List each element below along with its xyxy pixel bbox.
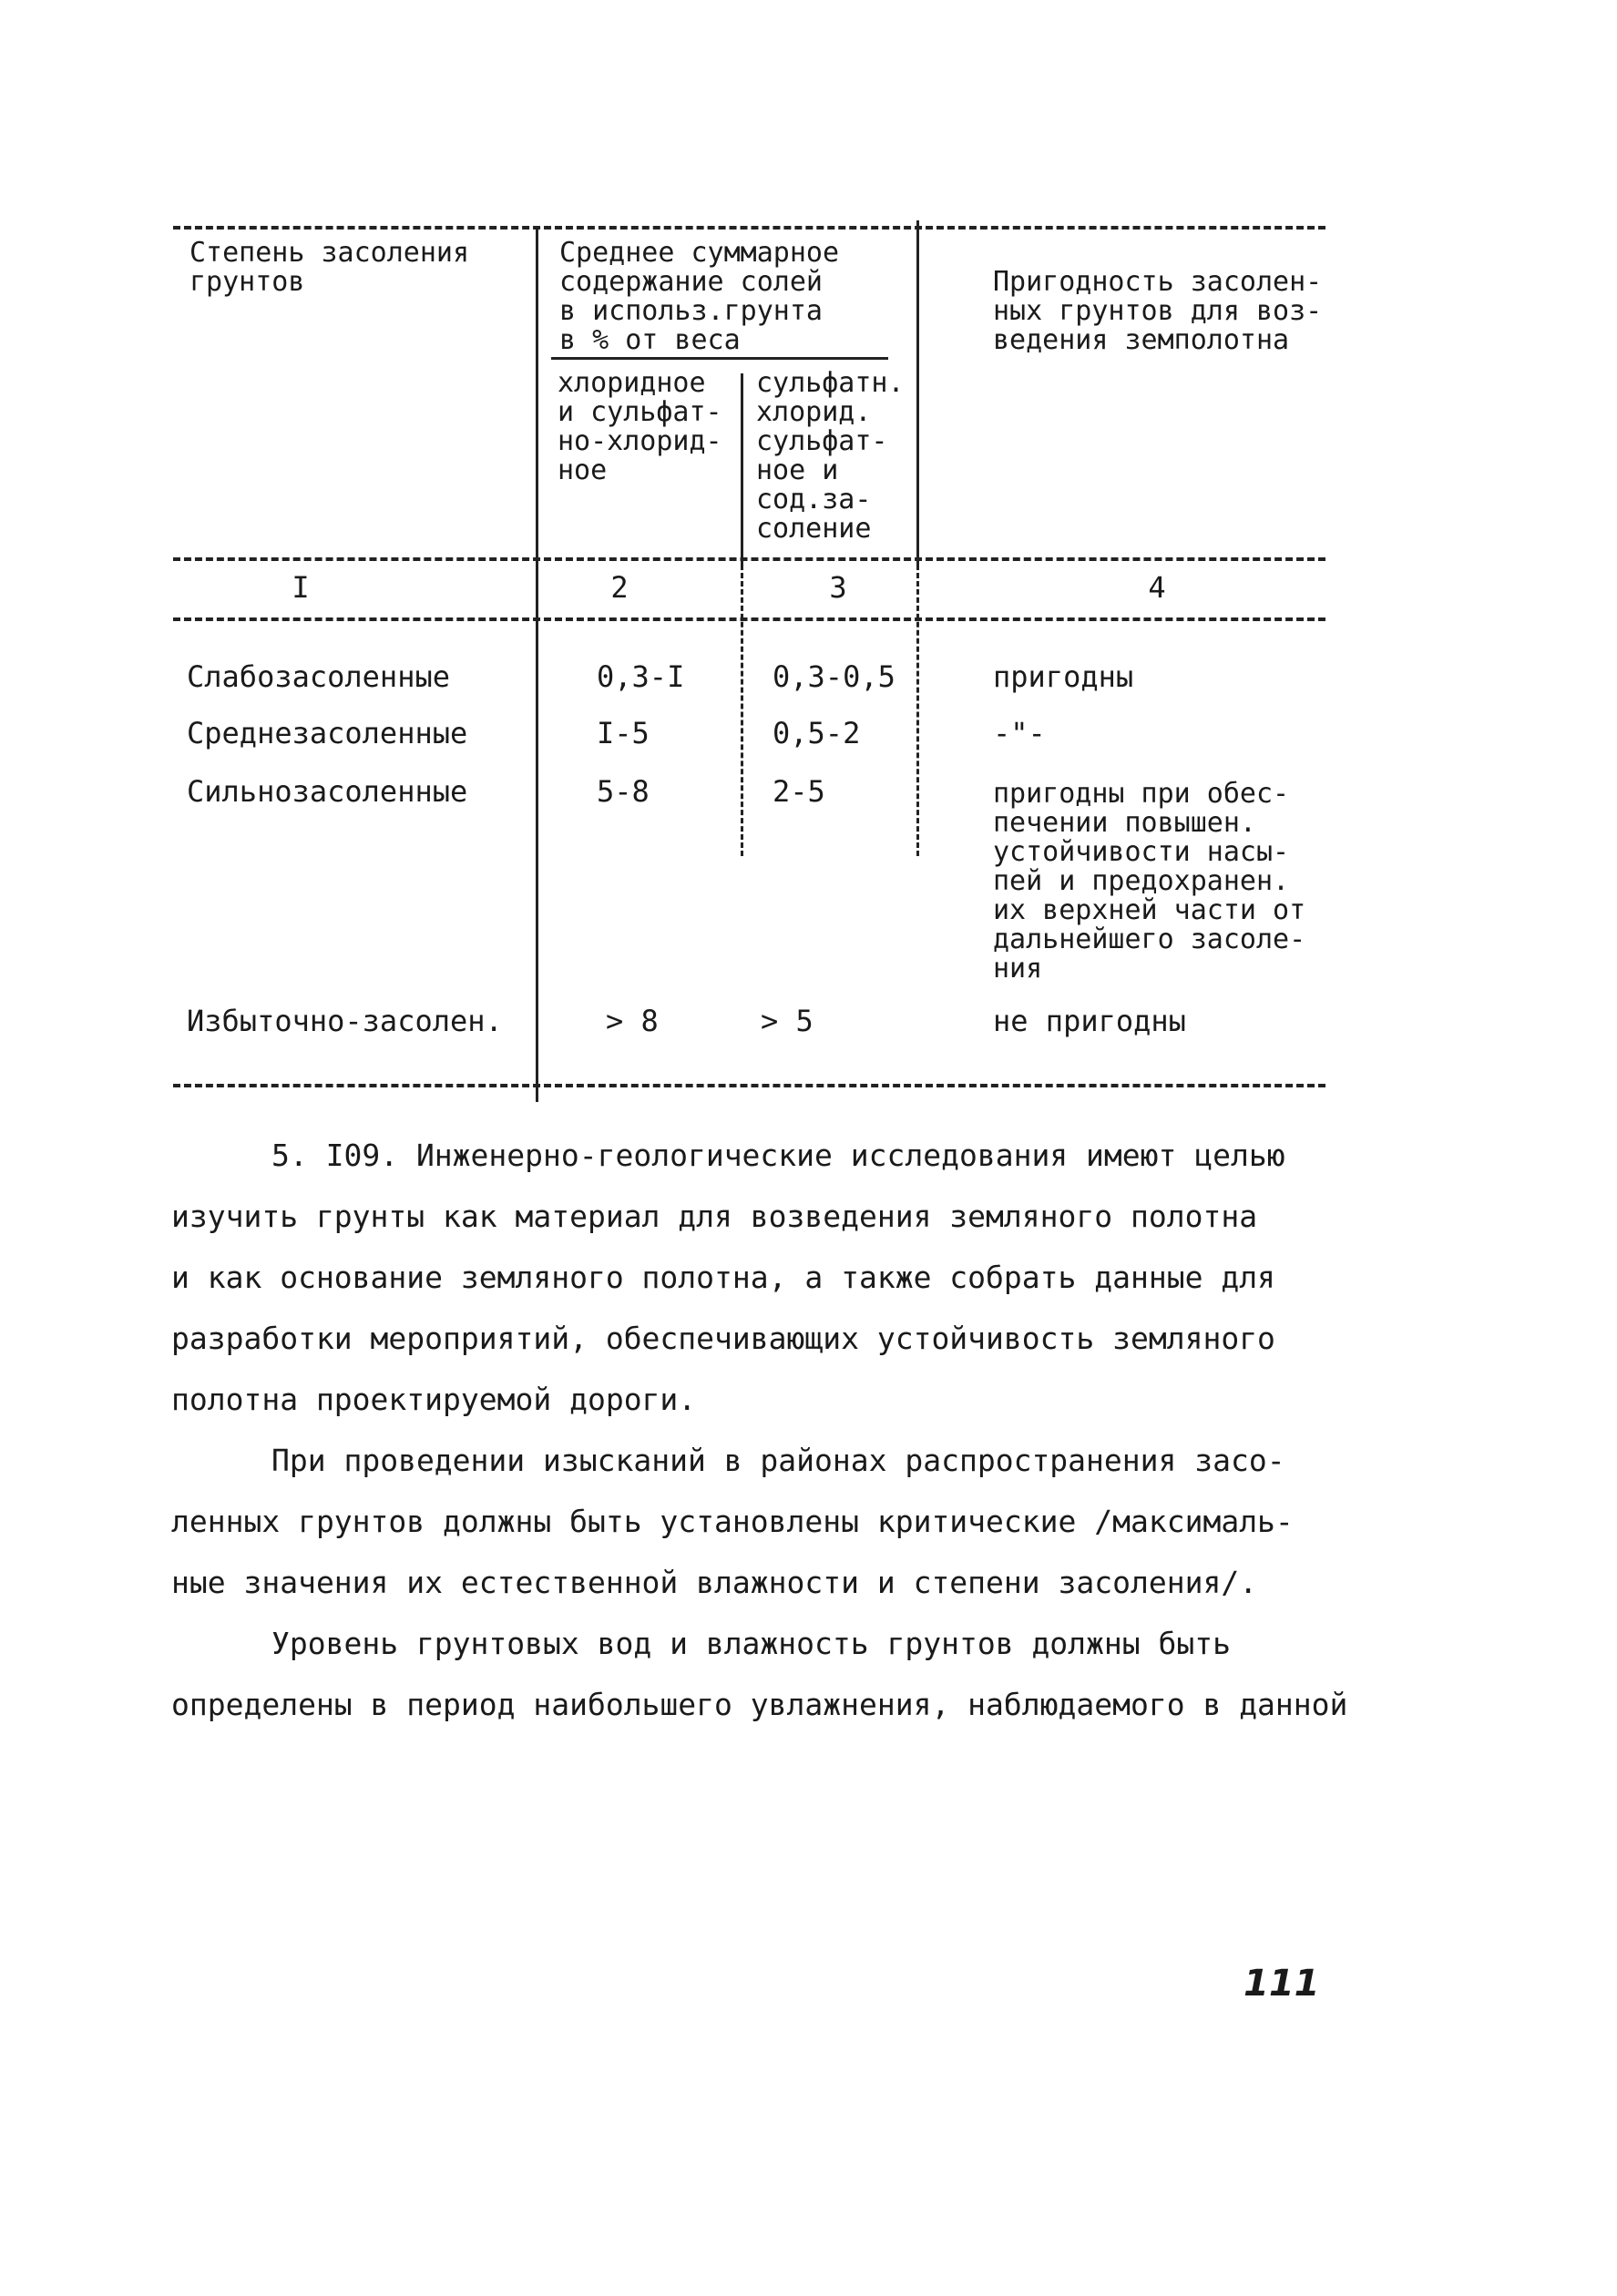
row-4-suitability: не пригодны [993, 1004, 1186, 1038]
header-chloride: хлоридное и сульфат- но-хлорид- ное [558, 367, 722, 486]
col-divider-2-header [741, 373, 743, 565]
column-number-1: I [292, 570, 310, 605]
paragraph-line: При проведении изысканий в районах распространения засо- [271, 1443, 1285, 1478]
row-3-suitability: пригодны при обес- печении повышен. устойчивости насы- пей и предохранен. их верхней части от дальнейшего засоле- ния [993, 778, 1306, 985]
row-1-sulfate: 0,3-0,5 [773, 659, 895, 694]
col-divider-2-body [741, 565, 743, 856]
row-1-chloride: 0,3-I [597, 659, 685, 694]
col-divider-1 [536, 228, 538, 1102]
row-2-degree: Среднезасоленные [187, 716, 468, 750]
row-3-degree: Сильнозасоленные [187, 774, 468, 809]
numbers-bottom-rule [173, 617, 1325, 621]
row-4-sulfate: > 5 [761, 1004, 814, 1038]
table-bottom-rule [173, 1084, 1325, 1087]
header-bottom-rule [173, 557, 1325, 561]
paragraph-line: разработки мероприятий, обеспечивающих устойчивость земляного [171, 1321, 1275, 1356]
paragraph-line: ные значения их естественной влажности и степени засоления/. [171, 1565, 1258, 1600]
row-3-chloride: 5-8 [597, 774, 650, 809]
paragraph-line: изучить грунты как материал для возведения земляного полотна [171, 1199, 1258, 1234]
row-2-sulfate: 0,5-2 [773, 716, 861, 750]
page-number: 111 [1243, 1963, 1320, 2005]
header-avg-salt-content: Среднее суммарное содержание солей в использ.грунта в % от веса [559, 237, 840, 356]
column-number-4: 4 [1148, 570, 1166, 605]
column-number-3: 3 [829, 570, 847, 605]
header-sulfate: сульфатн. хлорид. сульфат- ное и сод.за- соление [756, 367, 905, 545]
group-header-underline [551, 357, 888, 360]
header-suitability: Пригодность засолен- ных грунтов для воз- ведения земполотна [993, 266, 1323, 356]
row-4-chloride: > 8 [606, 1004, 659, 1038]
paragraph-line: определены в период наибольшего увлажнения, наблюдаемого в данной [171, 1687, 1348, 1722]
col-divider-3-body [916, 565, 919, 856]
paragraph-line: Уровень грунтовых вод и влажность грунтов должны быть [271, 1626, 1231, 1661]
row-4-degree: Избыточно-засолен. [187, 1004, 503, 1038]
col-divider-3 [916, 220, 919, 566]
paragraph-line: 5. I09. Инженерно-геологические исследования имеют целью [271, 1138, 1285, 1173]
row-3-sulfate: 2-5 [773, 774, 825, 809]
header-degree: Степень засоления грунтов [189, 237, 470, 298]
column-number-2: 2 [610, 570, 629, 605]
row-2-chloride: I-5 [597, 716, 650, 750]
row-1-suitability: пригодны [993, 659, 1134, 694]
paragraph-line: полотна проектируемой дороги. [171, 1382, 697, 1417]
paragraph-line: и как основание земляного полотна, а также собрать данные для [171, 1260, 1275, 1295]
row-2-suitability: -"- [993, 716, 1046, 750]
table-top-rule [173, 226, 1325, 230]
row-1-degree: Слабозасоленные [187, 659, 450, 694]
paragraph-line: ленных грунтов должны быть установлены критические /максималь- [171, 1504, 1294, 1539]
